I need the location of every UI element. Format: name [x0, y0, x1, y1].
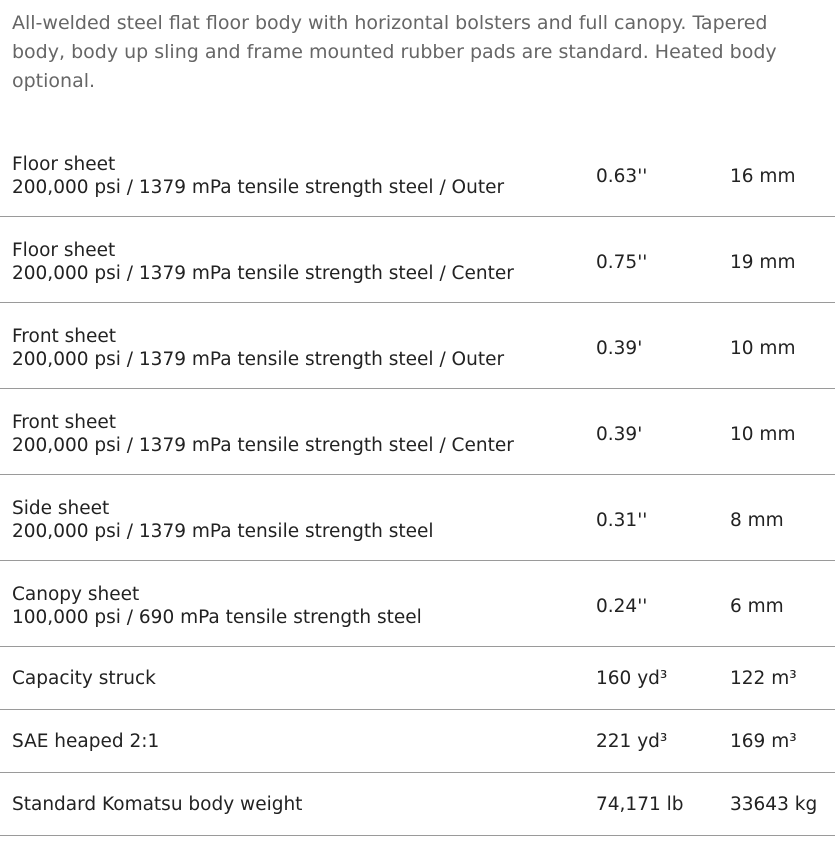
spec-row	[0, 773, 835, 836]
spec-row	[0, 475, 835, 561]
spec-metric-value: 19 mm	[730, 252, 796, 273]
spec-label	[12, 583, 422, 629]
body-description: All-welded steel flat floor body with horizontal bolsters and full canopy. Tapered body, body up sling and frame mounted rubber pads are standard. Heated body optional.	[12, 12, 777, 92]
spec-imperial-value: 74,171 lb	[596, 794, 684, 815]
spec-metric-value: 33643 kg	[730, 794, 818, 815]
spec-metric-value: 6 mm	[730, 596, 784, 617]
spec-imperial-value: 221 yd³	[596, 731, 668, 752]
spec-name: Canopy sheet	[12, 584, 140, 605]
spec-imperial-value: 0.39'	[596, 338, 643, 359]
spec-label	[12, 667, 156, 690]
spec-metric-value: 122 m³	[730, 668, 797, 689]
spec-name: Side sheet	[12, 498, 110, 519]
spec-name: SAE heaped 2:1	[12, 731, 160, 752]
spec-row	[0, 131, 835, 217]
spec-detail: 200,000 psi / 1379 mPa tensile strength steel / Outer	[12, 177, 505, 198]
spec-label	[12, 730, 159, 753]
spec-imperial-value: 160 yd³	[596, 668, 668, 689]
spec-imperial-value: 0.24''	[596, 596, 648, 617]
spec-metric-value: 10 mm	[730, 424, 796, 445]
spec-label	[12, 411, 514, 457]
spec-imperial-value: 0.39'	[596, 424, 643, 445]
spec-detail: 200,000 psi / 1379 mPa tensile strength steel / Center	[12, 435, 514, 456]
body-specs-table	[0, 131, 835, 836]
spec-name: Front sheet	[12, 412, 117, 433]
spec-metric-value: 16 mm	[730, 166, 796, 187]
spec-imperial-value: 0.75''	[596, 252, 648, 273]
spec-detail: 200,000 psi / 1379 mPa tensile strength steel / Outer	[12, 349, 505, 370]
spec-row	[0, 389, 835, 475]
spec-detail: 200,000 psi / 1379 mPa tensile strength steel	[12, 521, 434, 542]
spec-label	[12, 793, 302, 816]
spec-row	[0, 217, 835, 303]
spec-row	[0, 303, 835, 389]
spec-name: Front sheet	[12, 326, 117, 347]
spec-label	[12, 325, 504, 371]
spec-name: Capacity struck	[12, 668, 156, 689]
spec-metric-value: 169 m³	[730, 731, 797, 752]
spec-name: Standard Komatsu body weight	[12, 794, 303, 815]
spec-detail: 200,000 psi / 1379 mPa tensile strength steel / Center	[12, 263, 514, 284]
spec-metric-value: 8 mm	[730, 510, 784, 531]
spec-metric-value: 10 mm	[730, 338, 796, 359]
spec-detail: 100,000 psi / 690 mPa tensile strength steel	[12, 607, 422, 628]
spec-imperial-value: 0.31''	[596, 510, 648, 531]
spec-name: Floor sheet	[12, 154, 116, 175]
spec-row	[0, 561, 835, 647]
spec-label	[12, 239, 514, 285]
spec-row	[0, 647, 835, 710]
spec-imperial-value: 0.63''	[596, 166, 648, 187]
spec-row	[0, 710, 835, 773]
spec-label	[12, 153, 504, 199]
spec-label	[12, 497, 434, 543]
spec-name: Floor sheet	[12, 240, 116, 261]
